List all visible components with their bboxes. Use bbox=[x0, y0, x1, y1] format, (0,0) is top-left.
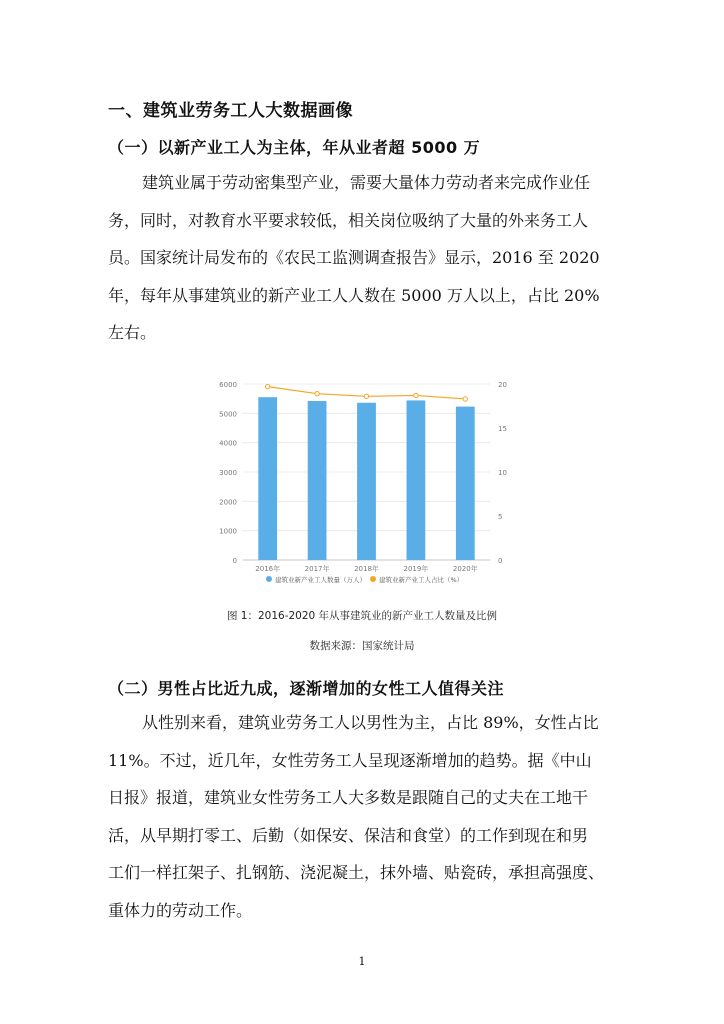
paragraph-line: 工们一样扛架子、扎钢筋、浇泥凝土，抹外墙、贴瓷砖，承担高强度、 bbox=[108, 863, 605, 882]
paragraph-2 bbox=[108, 704, 618, 929]
y-right-tick-label: 0 bbox=[498, 557, 503, 565]
legend-marker-line bbox=[370, 576, 376, 582]
paragraph-line: 日报》报道，建筑业女性劳务工人大多数是跟随自己的丈夫在工地干 bbox=[108, 788, 589, 807]
y-left-tick-label: 0 bbox=[232, 557, 237, 565]
paragraph-line: 员。国家统计局发布的《农民工监测调查报告》显示，2016 至 2020 bbox=[108, 248, 600, 267]
x-tick-label: 2019年 bbox=[403, 565, 429, 573]
y-left-tick-label: 1000 bbox=[219, 527, 237, 536]
y-right-tick-label: 20 bbox=[498, 381, 507, 389]
paragraph-line: 活，从早期打零工、后勤（如保安、保洁和食堂）的工作到现在和男 bbox=[108, 825, 589, 845]
y-left-tick-label: 5000 bbox=[219, 410, 237, 419]
paragraph-line: 务，同时，对教育水平要求较低，相关岗位吸纳了大量的外来务工人 bbox=[108, 210, 589, 230]
paragraph-line: 重体力的劳动工作。 bbox=[108, 900, 253, 920]
y-right-tick-label: 15 bbox=[498, 425, 507, 433]
y-right-tick-label: 10 bbox=[498, 469, 507, 477]
y-left-tick-label: 4000 bbox=[219, 439, 237, 448]
x-tick-label: 2017年 bbox=[304, 565, 330, 573]
legend-label-bars: 建筑业新产业工人数量（万人） bbox=[275, 576, 366, 584]
paragraph-line: 11%。不过，近几年，女性劳务工人呈现逐渐增加的趋势。据《中山 bbox=[108, 750, 592, 770]
y-left-tick-label: 2000 bbox=[219, 498, 237, 507]
x-tick-label: 2018年 bbox=[354, 565, 379, 573]
ratio-point bbox=[364, 394, 368, 398]
x-tick-label: 2016年 bbox=[255, 565, 281, 573]
y-left-tick-label: 6000 bbox=[219, 381, 237, 389]
paragraph-line: 建筑业属于劳动密集型产业，需要大量体力劳动者来完成作业任 bbox=[142, 173, 591, 192]
bar bbox=[308, 401, 327, 560]
section-heading: 一、建筑业劳务工人大数据画像 bbox=[108, 101, 353, 121]
ratio-point bbox=[463, 397, 467, 401]
ratio-point bbox=[414, 393, 418, 397]
x-tick-label: 2020年 bbox=[452, 565, 478, 573]
ratio-point bbox=[266, 384, 270, 388]
legend-label-line: 建筑业新产业工人占比（%） bbox=[379, 576, 464, 584]
legend-marker-bars bbox=[266, 576, 272, 582]
bar bbox=[407, 400, 426, 560]
ratio-point bbox=[315, 391, 319, 395]
y-right-tick-label: 5 bbox=[498, 513, 503, 521]
page-number: 1 bbox=[358, 955, 366, 968]
bar bbox=[357, 403, 376, 560]
paragraph-line: 年，每年从事建筑业的新产业工人人数在 5000 万人以上，占比 20% bbox=[108, 285, 600, 305]
bar-line-chart bbox=[205, 372, 525, 594]
bar bbox=[456, 407, 475, 560]
subsection-heading-1: （一）以新产业工人为主体，年从业者超 5000 万 bbox=[108, 138, 481, 157]
paragraph-line: 左右。 bbox=[108, 323, 157, 342]
subsection-heading-2: （二）男性占比近九成，逐渐增加的女性工人值得关注 bbox=[108, 679, 505, 698]
paragraph-1 bbox=[108, 164, 618, 352]
y-left-tick-label: 3000 bbox=[219, 469, 237, 477]
figure-caption: 图 1：2016-2020 年从事建筑业的新产业工人数量及比例 bbox=[226, 610, 498, 622]
bar bbox=[258, 397, 277, 560]
figure-source: 数据来源：国家统计局 bbox=[309, 640, 415, 652]
paragraph-line: 从性别来看，建筑业劳务工人以男性为主，占比 89%，女性占比 bbox=[142, 713, 599, 732]
